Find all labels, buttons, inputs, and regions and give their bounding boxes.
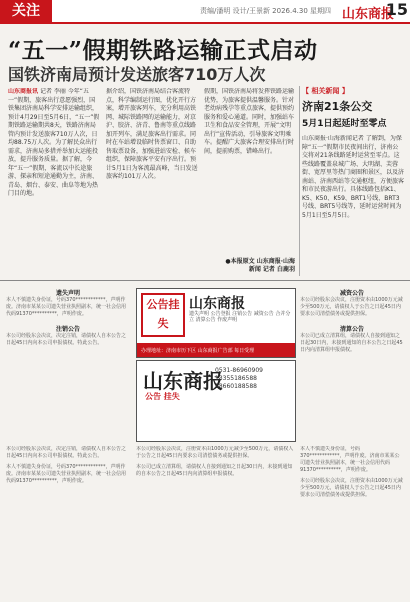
column-divider	[299, 86, 300, 276]
notice-text-c: 本公司经股东会决议，注册资本由1000万元减少至500万元，请债权人于公告之日起45日内要求公司清偿债务或提供担保。	[300, 297, 403, 317]
classified-ad-banner	[136, 288, 296, 358]
notice-text-f: 本人不慎遗失身份证，号码370************，声明作废。济南市某某公司遗失营业执照副本，统一社会信用代码91370**********，声明作废。	[6, 464, 127, 484]
section-divider	[0, 280, 410, 281]
article-col1-text: 记者 李丽 今年“五一”假期，旅客出行意愿强烈，国铁集团济南局科学安排运输组织，预计4月29日至5月6日，“五一”假期铁路运输期共8天，铁路济南局管内预计发送旅客710万人次，日均88.75万人次。为了解民众出行需求，济南局多措并举加大运能投放，提升服务质量。据了解，今年“五一”假期，客流以中长途旅游、探亲和短途通勤为主，济南、青岛、烟台、泰安、曲阜等地为热门目的地。	[8, 88, 100, 197]
article-headline: “五一”假期铁路运输正式启动	[8, 37, 318, 64]
sidebar-title: 济南21条公交	[302, 100, 373, 113]
notice-title-b: 注销公告	[55, 326, 80, 333]
sidebar-body: 山东商报·山海新闻记者 了解到，为保障“五一”假期市民夜间出行，济南公交将对21条线路延时运营至零点。这些线路覆盖泉城广场、大明湖、芙蓉街、宽厚里等热门商圈和景区，以及济南站、济南西站等交通枢纽，方便旅客和市民夜游出行。具体线路包括K1、K5、K50、K59、BRT1号线、BRT3号线、BRT5号线等，延时运营时间为5月1日至5月5日。	[302, 135, 404, 219]
notice-block-a	[6, 288, 130, 438]
notice-text-j: 本公司经股东会决议，注册资本由1000万元减少至500万元，请债权人于公告之日起45日内要求公司清偿债务或提供担保。	[300, 478, 403, 498]
notice-title-a: 遗失声明	[55, 290, 80, 297]
notice-block-g	[136, 446, 294, 596]
notice-block-e	[6, 446, 130, 596]
ad2-phones: 0531-86960909 13355186588 18660188588	[215, 367, 263, 390]
article-byline: ●本报原文 山东商报·山海新闻 记者 白鹿羽	[225, 258, 295, 273]
notice-block-c	[300, 288, 404, 438]
article-column-2	[106, 88, 198, 278]
notice-title-c: 减资公告	[339, 290, 364, 297]
article-col2-text: 据介绍，国铁济南局结合客流特点，科学编制运行图，优化开行方案，增开旅客列车，充分利用高铁网、城际铁路网的运输能力，对京沪、胶济、济青、鲁南等重点线路加开列车，满足旅客出行需求。同时在车站增设临时售票窗口、自助售取票设备，加强进站安检、候车组织，保障旅客平安有序出行。预计5月1日为客流最高峰，当日发送旅客约101万人次。	[106, 88, 198, 180]
article-col3-text: 假期，国铁济南局将发挥铁路运输优势，为旅客提供温馨服务。针对老幼病残孕等重点旅客，提供预约服务和爱心通道。同时，加强站车卫生和食品安全管理，开展“文明出行”宣传活动，引导旅客文明乘车。提醒广大旅客合理安排出行时间，提前购票，错峰出行。	[204, 88, 295, 155]
page-header	[0, 0, 410, 24]
article-lead: 山东商报讯	[8, 88, 39, 95]
notice-block-i	[300, 446, 404, 596]
ad-seal: 公告挂失	[141, 293, 185, 337]
related-news-sidebar	[302, 86, 404, 255]
section-tag: 关注	[0, 0, 52, 22]
classified-ad-box	[136, 360, 296, 442]
notice-text-h: 本公司已成立清算组，请债权人自接到通知之日起30日内，未接到通知的自本公告之日起45日内向清算组申报债权。	[136, 464, 293, 477]
article-subhead: 国铁济南局预计发送旅客710万人次	[8, 65, 266, 84]
article-column-3	[204, 88, 296, 256]
ad-brand: 山东商报	[189, 296, 245, 312]
notice-text-e: 本公司经股东会决议，决定注销，请债权人自本公告之日起45日内向本公司申报债权。特此公告。	[6, 446, 127, 459]
issue-meta: 责编/潘明 设计/王景新 2026.4.30 星期四	[200, 7, 332, 15]
page-number: 15	[385, 0, 408, 19]
ad2-subtitle: 公告 挂失	[145, 392, 180, 401]
sidebar-subtitle: 5月1日起延时至零点	[302, 119, 387, 129]
notice-text-b: 本公司经股东会决议，决定注销，请债权人自本公告之日起45日内向本公司申报债权。特此公告。	[6, 333, 127, 346]
ad-address: 办理地址：济南市历下区 山东商报广告部 每日受理	[141, 348, 255, 354]
notice-text-d: 本公司已成立清算组，请债权人自接到通知之日起30日内，未接到通知的自本公告之日起45日内向清算组申报债权。	[300, 333, 403, 353]
ad-stripe	[137, 343, 295, 357]
newspaper-brand: 山东商报	[341, 7, 394, 22]
notice-title-d: 清算公告	[339, 326, 364, 333]
ad2-title: 山东商报	[143, 369, 223, 393]
notice-text-i: 本人不慎遗失身份证，号码370************，声明作废。济南市某某公司遗失营业执照副本，统一社会信用代码91370**********，声明作废。	[300, 446, 400, 473]
article-column-1	[8, 88, 100, 278]
notice-text-a: 本人不慎遗失身份证，号码370************，声明作废。济南市某某公司遗失营业执照副本，统一社会信用代码91370**********，声明作废。	[6, 297, 127, 317]
ad-services: 遗失声明 公告登报 注销公告 减资公告 合并分立 清算公告 作废声明	[189, 311, 291, 323]
sidebar-tag: 【 相关新闻 】	[302, 87, 349, 95]
notice-text-g: 本公司经股东会决议，注册资本由1000万元减少至500万元，请债权人于公告之日起45日内要求公司清偿债务或提供担保。	[136, 446, 294, 459]
